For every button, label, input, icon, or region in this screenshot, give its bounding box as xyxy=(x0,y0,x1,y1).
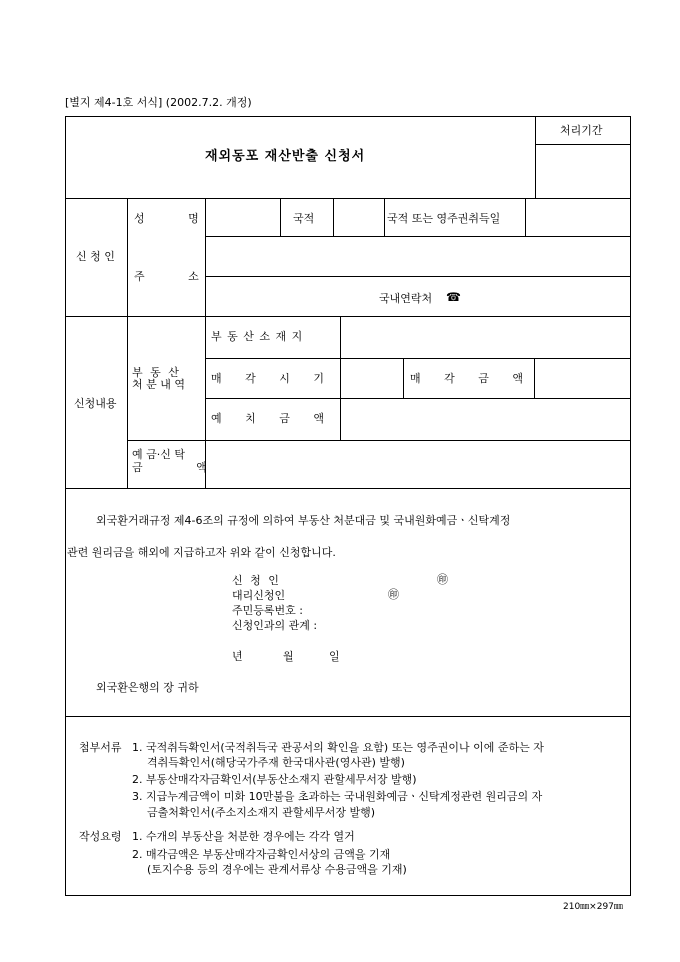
attachment-item1-line1: 1. 국적취득확인서(국적취득국 관공서의 확인을 요함) 또는 영주권이나 이에 준하는 자 xyxy=(132,741,544,754)
nationality-divider xyxy=(333,198,334,236)
attachment-item3-line1: 3. 지급누계금액이 미화 10만불을 초과하는 국내원화예금ㆍ신탁계정관련 원리금의 자 xyxy=(132,790,543,803)
address-label: 주 소 xyxy=(134,270,199,283)
instruction-item1: 1. 수개의 부동산을 처분한 경우에는 각각 열거 xyxy=(132,830,355,843)
applicant-section-bottom xyxy=(65,316,631,317)
trust-label-line1: 예 금·신 탁 xyxy=(132,448,185,461)
declaration-bottom xyxy=(65,716,631,717)
processing-divider xyxy=(535,144,631,145)
processing-period-label: 처리기간 xyxy=(560,124,603,137)
location-label: 부 동 산 소 재 지 xyxy=(211,330,303,343)
acquisition-divider-right xyxy=(525,198,526,236)
relationship-label: 신청인과의 관계 : xyxy=(232,619,318,632)
attachment-item1-line2: 격취득확인서(해당국가주재 한국대사관(영사관) 발행) xyxy=(147,756,405,769)
deposit-row-bottom xyxy=(127,440,631,441)
declaration-line1: 외국환거래규정 제4-6조의 규정에 의하여 부동산 처분대금 및 국내원화예금ㆍ신탁계정 xyxy=(96,514,511,527)
instruction-item2-line1: 2. 매각금액은 부동산매각자금확인서상의 금액을 기재 xyxy=(132,848,391,861)
applicant-seal-icon: ㊞ xyxy=(437,573,448,586)
date-day: 일 xyxy=(329,650,340,663)
name-row-bottom xyxy=(205,236,631,237)
sale-row-bottom xyxy=(205,398,631,399)
declaration-line2: 관련 원리금을 해외에 지급하고자 위와 같이 신청합니다. xyxy=(67,546,336,559)
date-year: 년 xyxy=(232,650,243,663)
title-bottom-line xyxy=(65,198,631,199)
trust-label-line2: 금 액 xyxy=(132,461,207,474)
attachment-item3-line2: 금출처확인서(주소지소재지 관할세무서장 발행) xyxy=(147,806,376,819)
sale-amount-divider-right xyxy=(534,358,535,398)
name-label: 성 명 xyxy=(134,212,199,225)
location-value-divider xyxy=(340,316,341,440)
applicant-sign-label: 신 청 인 xyxy=(232,574,279,587)
acquisition-divider-left xyxy=(384,198,385,236)
title-divider xyxy=(535,116,536,198)
attachments-label: 첨부서류 xyxy=(79,741,122,754)
sale-date-label: 매 각 시 기 xyxy=(211,372,324,385)
location-row-bottom xyxy=(205,358,631,359)
label-column-line xyxy=(205,198,206,488)
nationality-label: 국적 xyxy=(293,212,315,225)
sale-amount-label: 매 각 금 액 xyxy=(410,372,523,385)
left-column-line xyxy=(127,198,128,488)
realestate-label-line2: 처 분 내 역 xyxy=(132,378,185,391)
contact-label: 국내연락처 xyxy=(379,292,433,305)
sale-amount-divider-left xyxy=(403,358,404,398)
form-title: 재외동포 재산반출 신청서 xyxy=(205,149,366,164)
acquisition-date-label: 국적 또는 영주권취득일 xyxy=(387,212,501,225)
addressee: 외국환은행의 장 귀하 xyxy=(96,681,199,694)
applicant-section-label: 신 청 인 xyxy=(76,250,115,263)
agent-seal-icon: ㊞ xyxy=(388,588,399,601)
form-reference: [별지 제4-1호 서식] (2002.7.2. 개정) xyxy=(65,96,252,109)
deposit-amount-label: 예 치 금 액 xyxy=(211,412,324,425)
attachment-item2: 2. 부동산매각자금확인서(부동산소재지 관할세무서장 발행) xyxy=(132,773,417,786)
instructions-label: 작성요령 xyxy=(79,830,122,843)
name-value-divider xyxy=(280,198,281,236)
phone-icon: ☎ xyxy=(446,290,461,304)
address-row-bottom xyxy=(205,276,631,277)
agent-sign-label: 대리신청인 xyxy=(232,589,286,602)
instruction-item2-line2: (토지수용 등의 경우에는 관계서류상 수용금액을 기재) xyxy=(147,863,407,876)
request-section-bottom xyxy=(65,488,631,489)
date-month: 월 xyxy=(283,650,294,663)
paper-size: 210㎜×297㎜ xyxy=(563,902,623,912)
resident-number-label: 주민등록번호 : xyxy=(232,604,303,617)
request-section-label: 신청내용 xyxy=(74,397,117,410)
realestate-label-line1: 부 동 산 xyxy=(132,366,179,379)
